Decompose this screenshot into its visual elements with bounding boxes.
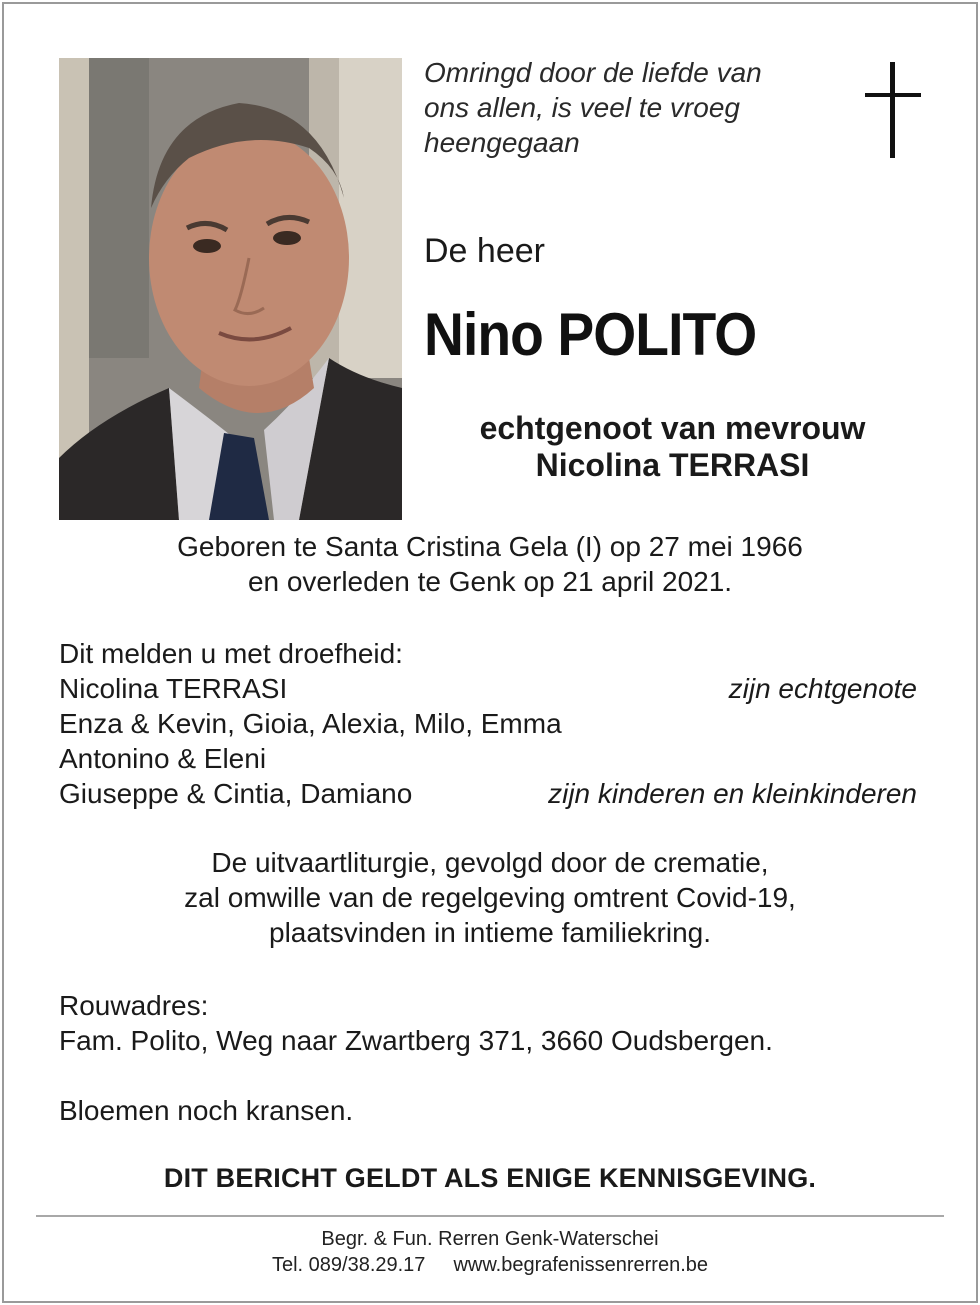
address-value: Fam. Polito, Weg naar Zwartberg 371, 3660 Oudsbergen. [59,1025,773,1056]
mourners-intro: Dit melden u met droefheid: [59,638,403,669]
funeral-line: plaatsvinden in intieme familiekring. [269,917,711,948]
contact-line [0,1252,980,1278]
address-label: Rouwadres: [59,990,209,1021]
funeral-info [0,845,980,950]
mourning-address [59,988,929,1058]
death-line: en overleden te Genk op 21 april 2021. [247,566,733,597]
mourner-relation: zijn kinderen en kleinkinderen [548,778,917,809]
mourner-names: Antonino & Eleni [59,743,267,774]
portrait-photo [59,58,402,520]
funeral-home-name: Begr. & Fun. Rerren Genk-Waterschei [321,1228,659,1250]
funeral-home-footer [0,1226,980,1278]
mourner-row [59,671,929,706]
mourner-names: Nicolina TERRASI [59,673,288,704]
funeral-line: De uitvaartliturgie, gevolgd door de crematie, [211,847,769,878]
funeral-line: zal omwille van de regelgeving omtrent Covid-19, [184,882,796,913]
mourners-list [59,636,929,811]
motto-line: heengegaan [424,127,580,158]
official-notice: DIT BERICHT GELDT ALS ENIGE KENNISGEVING. [163,1163,817,1193]
motto-line: Omringd door de liefde van [424,57,762,88]
birth-line: Geboren te Santa Cristina Gela (I) op 27 mei 1966 [177,531,803,562]
deceased-name: Nino POLITO [424,301,757,368]
mourner-row [59,776,929,811]
mourner-row [59,706,929,741]
cross-icon [865,62,921,160]
honorific: De heer [424,232,545,270]
footer-divider [36,1215,944,1217]
mourner-names: Enza & Kevin, Gioia, Alexia, Milo, Emma [59,708,562,739]
spouse-name: Nicolina TERRASI [535,447,810,483]
flowers-note: Bloemen noch kransen. [59,1095,354,1126]
website-link[interactable]: www.begrafenissenrerren.be [453,1254,709,1276]
motto-quote [424,55,824,160]
spouse-info [420,410,925,484]
spouse-line: echtgenoot van mevrouw [479,410,866,446]
mourner-names: Giuseppe & Cintia, Damiano [59,778,413,809]
mourner-relation: zijn echtgenote [728,673,917,704]
birth-death-info [0,529,980,599]
motto-line: ons allen, is veel te vroeg [424,92,740,123]
mourner-row [59,741,929,776]
phone-number: Tel. 089/38.29.17 [271,1254,426,1276]
